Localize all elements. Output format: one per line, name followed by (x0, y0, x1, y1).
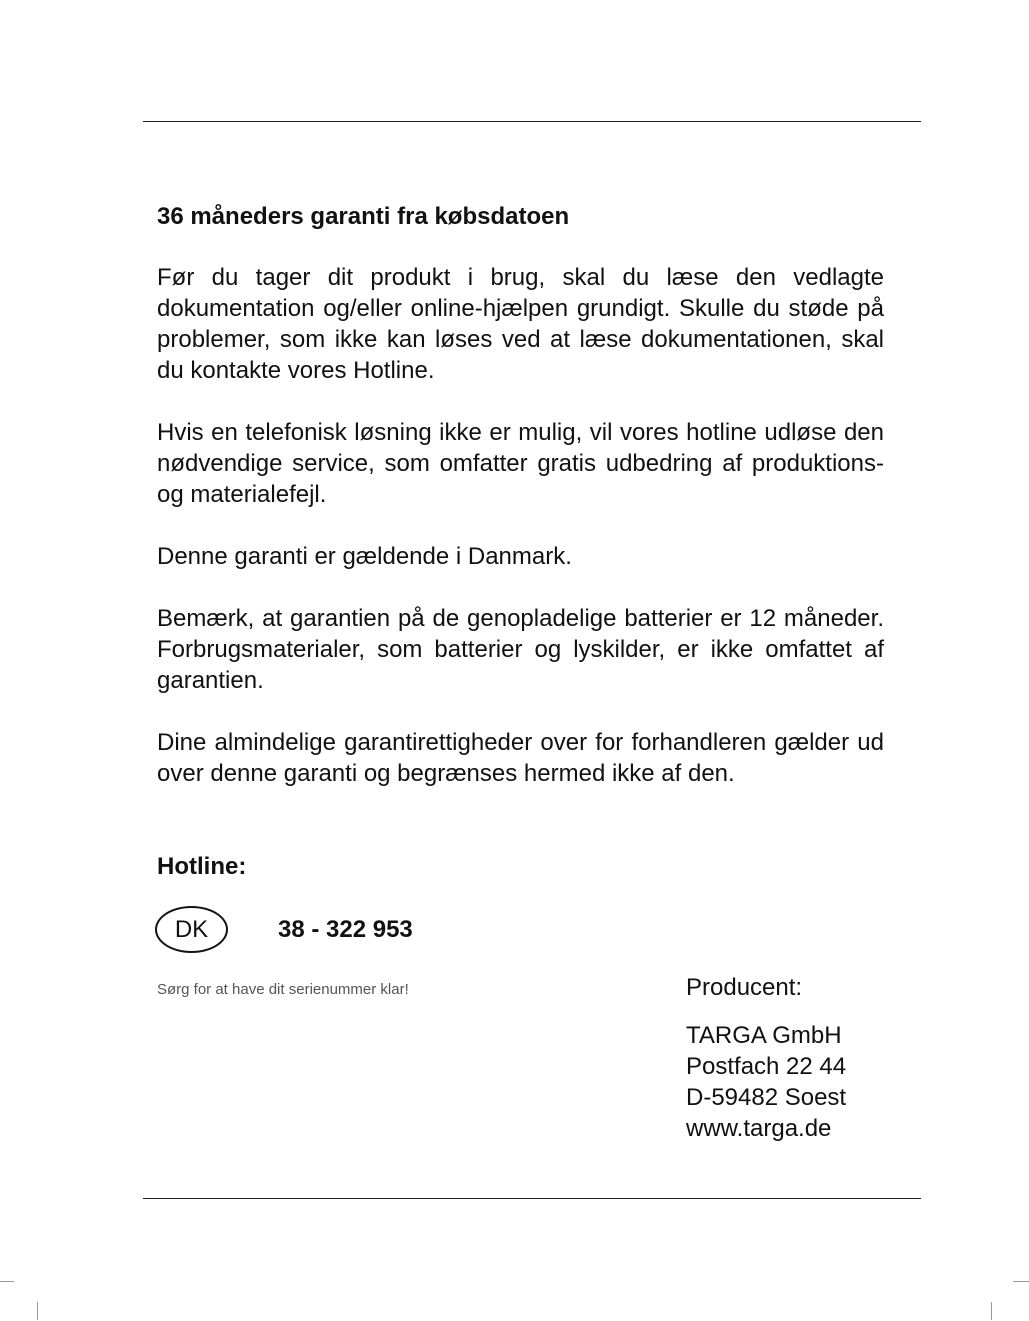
crop-mark-right-vertical (991, 1302, 992, 1320)
producer-label: Producent: (686, 974, 803, 1001)
producer-address-line2: D-59482 Soest (686, 1084, 847, 1111)
hotline-label: Hotline: (157, 853, 247, 880)
crop-mark-left-horizontal (0, 1281, 14, 1282)
crop-mark-right-horizontal (1013, 1281, 1029, 1282)
producer-name: TARGA GmbH (686, 1022, 842, 1049)
producer-website: www.targa.de (686, 1115, 832, 1142)
warranty-text (157, 200, 884, 820)
paragraph-service: Hvis en telefonisk løsning ikke er mulig, vil vores hotline udløse den nødvendige service, som omfatter gratis udbedring af produktions- og materialefejl. (157, 419, 884, 508)
bottom-rule (143, 1198, 921, 1199)
producer-block (686, 972, 846, 1144)
serial-number-note: Sørg for at have dit serienummer klar! (157, 981, 409, 998)
page-title: 36 måneders garanti fra købsdatoen (157, 203, 570, 230)
producer-address-line1: Postfach 22 44 (686, 1053, 847, 1080)
hotline-phone: 38 - 322 953 (278, 916, 413, 943)
paragraph-country: Denne garanti er gældende i Danmark. (157, 543, 572, 570)
top-rule (143, 121, 921, 122)
crop-mark-left-vertical (37, 1302, 38, 1320)
paragraph-batteries: Bemærk, at garantien på de genopladelige batterier er 12 måneder. Forbrugsmaterialer, som batterier og lyskilder, er ikke omfattet af garantien. (157, 605, 884, 694)
country-badge: DK (155, 906, 228, 953)
paragraph-intro: Før du tager dit produkt i brug, skal du læse den vedlagte dokumentation og/eller online-hjælpen grundigt. Skulle du støde på problemer, som ikke kan løses ved at læse dokumentationen, skal du kontakte vores Hotline. (157, 264, 884, 384)
paragraph-rights: Dine almindelige garantirettigheder over for forhandleren gælder ud over denne garanti og begrænses hermed ikke af den. (157, 729, 884, 787)
